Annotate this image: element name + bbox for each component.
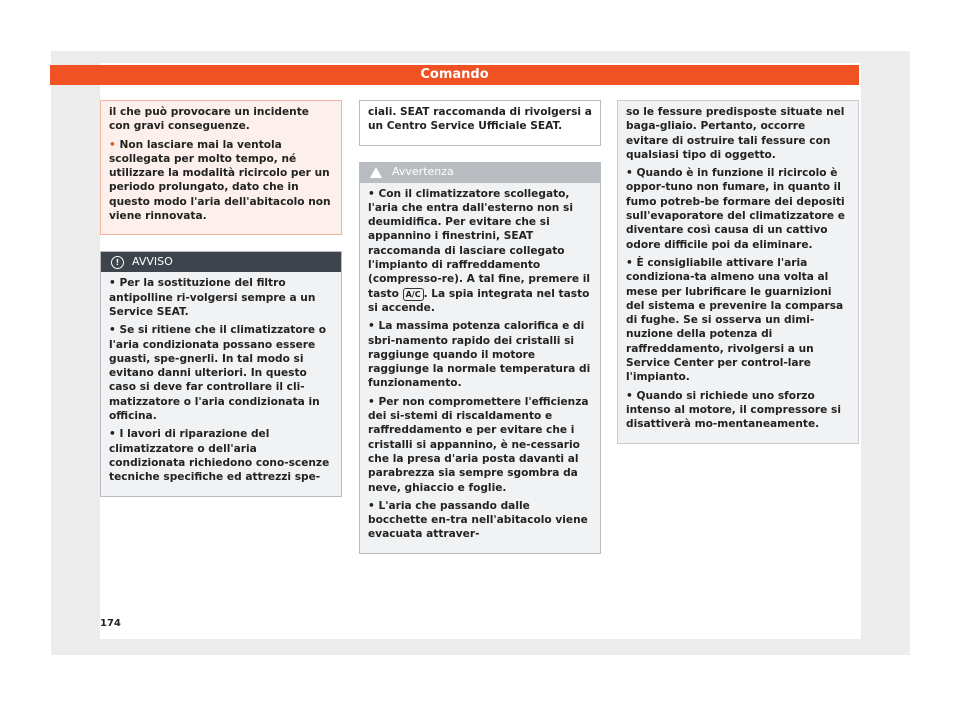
list-item: • Quando è in funzione il ricircolo è oppor-tuno non fumare, in quanto il fumo potreb-be formare dei depositi sull'evaporatore del climatizzatore e diventare così causa di un cattivo odore difficile poi da eliminare. [626,167,845,251]
avvertenza-body [360,183,600,553]
avviso-header [101,252,341,272]
avvertenza-header [360,163,600,183]
avviso-continuation-box [359,100,601,146]
avvertenza-continuation-box [617,100,859,444]
list-item: • La massima potenza calorifica e di sbri-namento rapido dei cristalli si raggiunge quando il motore raggiunge la normale temperatura di funzionamento. [368,320,591,390]
warning-continuation-box [100,100,342,235]
list-item: • È consigliabile attivare l'aria condiziona-ta almeno una volta al mese per lubrificare le guarnizioni del sistema e prevenire la comparsa di fughe. Se si osserva un dimi-nuzione della potenza di raffreddamento, rivolgersi a un Service Center per control-lare l'impianto. [626,256,844,384]
avvertenza-title: Avvertenza [392,165,454,179]
avvertenza-box [359,162,601,554]
bullet-icon: • [109,138,120,151]
continuation-text: so le fessure predisposte situate nel baga-gliaio. Pertanto, occorre evitare di ostruire tali fessure con qualsiasi tipo di oggetto. [626,106,845,161]
list-item: • Per non compromettere l'efficienza dei si-stemi di riscaldamento e raffreddamento e per evitare che i cristalli si appannino, è ne-cessario che la presa d'aria posta davanti al parabrezza sia sempre sgombra da neve, ghiaccio e foglie. [368,395,589,494]
list-item: • Con il climatizzatore scollegato, l'aria che entra dall'esterno non si deumidifica. Per evitare che si appannino i finestrini, SEAT raccomanda di lasciare collegato l'impianto di raffreddamento (compresso-re). A tal fine, premere il tasto A/C . La spia integrata nel tasto si accende. [368,187,590,314]
list-item: • Se si ritiene che il climatizzatore o l'aria condizionata possano essere guasti, spe-gnerli. In tal modo si evitano danni ulteriori. In questo caso si deve far controllare il cli-matizzatore o l'aria condizionata in officina. [109,324,327,423]
section-header: Comando [50,65,859,85]
avviso-body [101,272,341,495]
avviso-title: AVVISO [132,254,173,268]
list-item: • Per la sostituzione del filtro antipolline ri-volgersi sempre a un Service SEAT. [109,277,316,318]
warning-intro: il che può provocare un incidente con gravi conseguenze. [109,106,309,133]
column-3 [617,100,859,444]
ac-button-icon: A/C [403,288,424,301]
info-exclamation-icon: ! [111,256,124,269]
continuation-text: ciali. SEAT raccomanda di rivolgersi a un Centro Service Ufficiale SEAT. [368,106,592,133]
list-item: • Quando si richiede uno sforzo intenso al motore, il compressore si disattiverà mo-mentaneamente. [626,389,841,431]
warning-bullet: • Non lasciare mai la ventola scollegata per molto tempo, né utilizzare la modalità ricircolo per un periodo prolungato, dato che in questo modo l'aria dell'abitacolo non viene rinnovata. [109,138,331,223]
column-1 [100,100,342,497]
avviso-box [100,251,342,496]
list-item: • I lavori di riparazione del climatizzatore o dell'aria condizionata richiedono cono-scenze tecniche specifiche ed attrezzi spe- [109,428,330,484]
list-item: • L'aria che passando dalle bocchette en-tra nell'abitacolo viene evacuata attraver- [368,499,588,541]
column-2 [359,100,601,554]
warning-triangle-icon [370,167,382,178]
page-number: 174 [100,618,121,629]
